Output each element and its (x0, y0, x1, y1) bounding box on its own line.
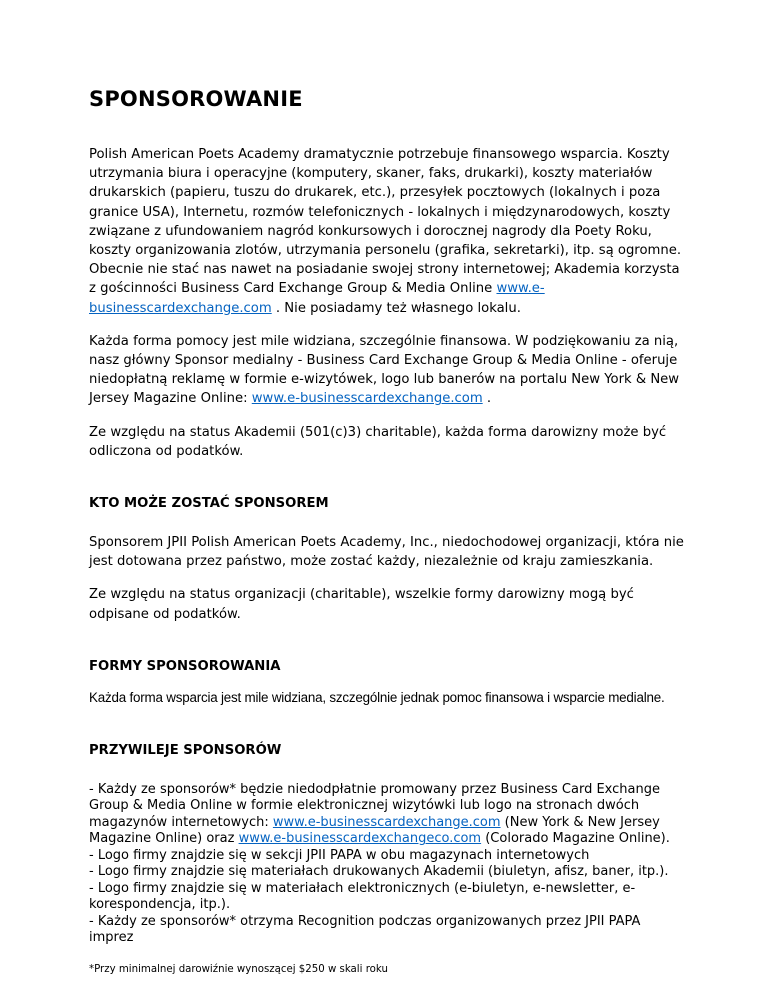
privilege-item-3: - Logo firmy znajdzie się materiałach drukowanych Akademii (biuletyn, afisz, baner, itp.). (89, 864, 669, 880)
privileges-heading: PRZYWILEJE SPONSORÓW (89, 742, 282, 758)
thanks-after: . (482, 391, 492, 407)
who-paragraph-1: Sponsorem JPII Polish American Poets Academy, Inc., niedochodowej organizacji, która nie jest dotowana przez państwo, może zostać każdy, niezależnie od kraju zamieszkania. (89, 535, 684, 570)
privilege-link-ny[interactable]: www.e-businesscardexchange.com (272, 814, 501, 830)
privilege-item-1-text-a: - Każdy ze sponsorów* będzie niedodpłatnie promowany przez Business Card Exchange Group & Media Online w formie elektronicznej wizytówki lub logo na stronach dwóch magazynów internetowych: (89, 781, 660, 830)
thanks-text: Każda forma pomocy jest mile widziana, szczególnie finansowa. W podziękowaniu za nią, nasz główny Sponsor medialny - Business Card Exchange Group & Media Online - oferuje niedopłatną reklamę w formie e-wizytówek, logo lub banerów na portalu New York & New Jersey Magazine Online: (89, 333, 680, 407)
who-heading: KTO MOŻE ZOSTAĆ SPONSOREM (89, 496, 329, 512)
forms-text: Każda forma wsparcia jest mile widziana, szczególnie jednak pomoc finansowa i wsparcie medialne. (89, 689, 665, 705)
privileges-list (89, 782, 685, 947)
thanks-paragraph (89, 332, 685, 409)
privilege-item-1-text-b: (New York & New Jersey Magazine Online) oraz (89, 814, 660, 847)
privilege-item-5: - Każdy ze sponsorów* otrzyma Recognition podczas organizowanych przez JPII PAPA imprez (89, 913, 641, 946)
intro-after: . Nie posiadamy też własnego lokalu. (271, 300, 521, 316)
privilege-item-2: - Logo firmy znajdzie się w sekcji JPII PAPA w obu magazynach internetowych (89, 847, 590, 863)
privilege-item-1-text-c: (Colorado Magazine Online). (481, 831, 670, 847)
privilege-link-co[interactable]: www.e-businesscardexchangeco.com (238, 831, 482, 847)
intro-link[interactable]: www.e-businesscardexchange.com (89, 281, 545, 316)
intro-paragraph (89, 145, 685, 318)
privilege-item-1 (89, 782, 685, 848)
tax-note: Ze względu na status Akademii (501(c)3) charitable), każda forma darowizny może być odliczona od podatków. (89, 424, 667, 459)
intro-text: Polish American Poets Academy dramatycznie potrzebuje finansowego wsparcia. Koszty utrzymania biura i operacyjne (komputery, skaner, faks, drukarki), koszty materiałów drukarskich (papieru, tuszu do drukarek, etc.), przesyłek pocztowych (lokalnych i poza granice USA), Internetu, rozmów telefonicznych - lokalnych i międzynarodowych, koszty związane z ufundowaniem nagród konkursowych i dorocznej nagrody dla Poety Roku, koszty organizowania zlotów, utrzymania personelu (grafika, sekretarki), itp. są ogromne. Obecnie nie stać nas nawet na posiadanie swojej strony internetowej; Akademia korzysta z gościnności Business Card Exchange Group & Media Online (89, 147, 682, 297)
document-page (89, 86, 685, 977)
footnote: *Przy minimalnej darowiźnie wynoszącej $250 w skali roku (89, 963, 388, 975)
who-paragraph-2: Ze względu na status organizacji (charitable), wszelkie formy darowizny mogą być odpisane od podatków. (89, 587, 634, 622)
thanks-link[interactable]: www.e-businesscardexchange.com (251, 391, 483, 407)
privilege-item-4: - Logo firmy znajdzie się w materiałach elektronicznych (e-biuletyn, e-newsletter, e-korespondencja, itp.). (89, 880, 636, 913)
page-title: SPONSOROWANIE (89, 87, 303, 111)
forms-heading: FORMY SPONSOROWANIA (89, 658, 281, 674)
